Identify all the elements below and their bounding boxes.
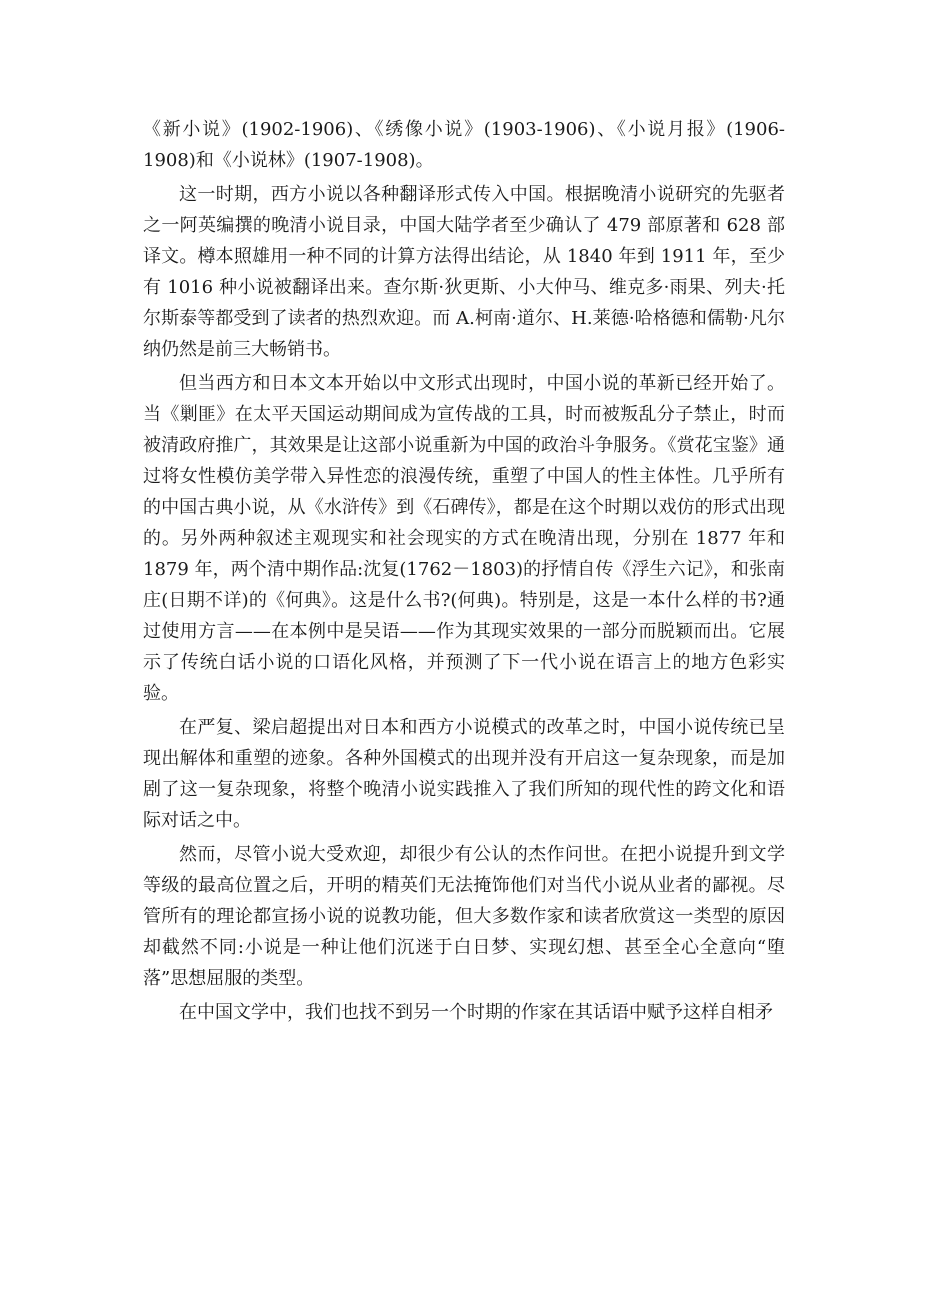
- paragraph-2: 这一时期，西方小说以各种翻译形式传入中国。根据晚清小说研究的先驱者之一阿英编撰的晚清小说目录，中国大陆学者至少确认了 479 部原著和 628 部译文。樽本照雄用一种不同的计算方法得出结论，从 1840 年到 1911 年，至少有 1016 种小说被翻译出来。查尔斯·狄更斯、小大仲马、维克多·雨果、列夫·托尔斯泰等都受到了读者的热烈欢迎。而 A.柯南·道尔、H.莱德·哈格德和儒勒·凡尔纳仍然是前三大畅销书。: [143, 184, 785, 360]
- paragraph-4: 在严复、梁启超提出对日本和西方小说模式的改革之时，中国小说传统已呈现出解体和重塑的迹象。各种外国模式的出现并没有开启这一复杂现象，而是加剧了这一复杂现象，将整个晚清小说实践推入了我们所知的现代性的跨文化和语际对话之中。: [143, 717, 785, 831]
- paragraph-6: 在中国文学中，我们也找不到另一个时期的作家在其话语中赋予这样自相矛: [179, 1002, 773, 1023]
- paragraph-1: 《新小说》(1902-1906)、《绣像小说》(1903-1906)、《小说月报》(1906-1908)和《小说林》(1907-1908)。: [143, 119, 785, 171]
- paragraph-5: 然而，尽管小说大受欢迎，却很少有公认的杰作问世。在把小说提升到文学等级的最高位置之后，开明的精英们无法掩饰他们对当代小说从业者的鄙视。尽管所有的理论都宣扬小说的说教功能，但大多数作家和读者欣赏这一类型的原因却截然不同:小说是一种让他们沉迷于白日梦、实现幻想、甚至全心全意向“堕落”思想屈服的类型。: [143, 844, 785, 989]
- body-text: [143, 114, 785, 1031]
- paragraph-3: 但当西方和日本文本开始以中文形式出现时，中国小说的革新已经开始了。当《剿匪》在太平天国运动期间成为宣传战的工具，时而被叛乱分子禁止，时而被清政府推广，其效果是让这部小说重新为中国的政治斗争服务。《赏花宝鉴》通过将女性模仿美学带入异性恋的浪漫传统，重塑了中国人的性主体性。几乎所有的中国古典小说，从《水浒传》到《石碑传》，都是在这个时期以戏仿的形式出现的。另外两种叙述主观现实和社会现实的方式在晚清出现，分别在 1877 年和 1879 年，两个清中期作品:沈复(1762－1803)的抒情自传《浮生六记》，和张南庄(日期不详)的《何典》。这是什么书?(何典)。特别是，这是一本什么样的书?通过使用方言——在本例中是吴语——作为其现实效果的一部分而脱颖而出。它展示了传统白话小说的口语化风格，并预测了下一代小说在语言上的地方色彩实验。: [143, 373, 785, 704]
